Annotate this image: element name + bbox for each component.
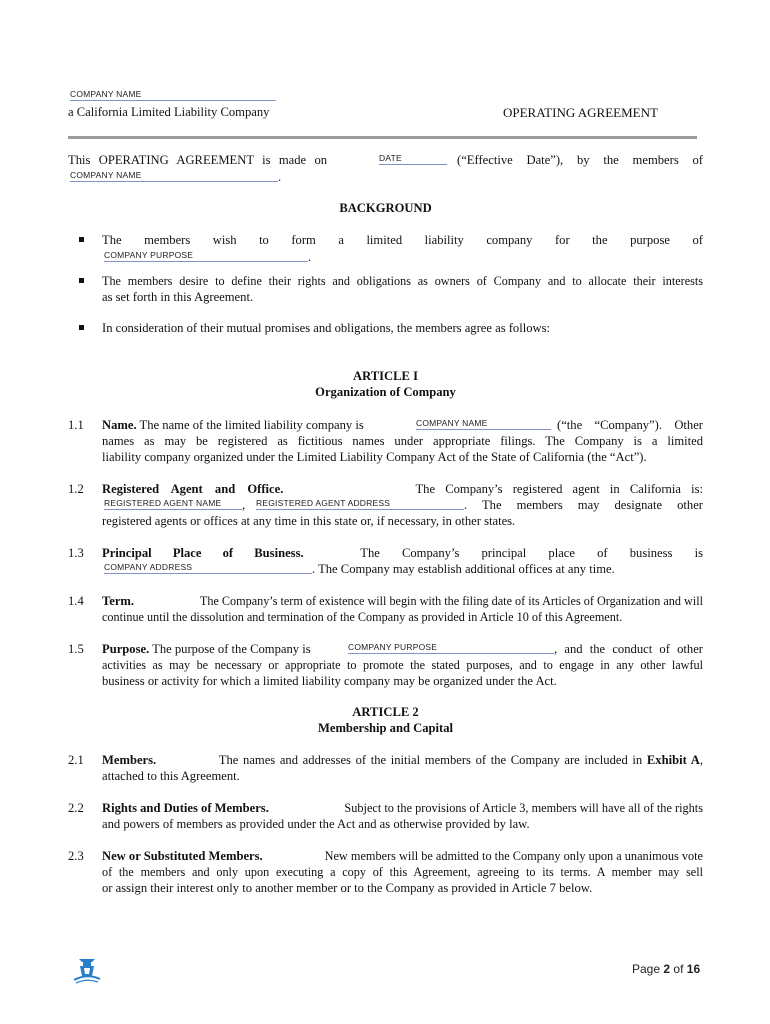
registered-agent-name-field[interactable]: REGISTERED AGENT NAME bbox=[104, 498, 242, 510]
section-1-5-line-1 bbox=[102, 641, 311, 657]
ship-logo-icon bbox=[70, 952, 104, 986]
word: liability bbox=[424, 233, 464, 247]
word: of bbox=[692, 233, 703, 247]
section-text-main: The names and addresses of the initial members of the Company are included in bbox=[218, 753, 643, 767]
section-1-3-line-1 bbox=[102, 545, 703, 561]
section-1-1-line-3: liability company organized under the Limited Liability Company Act of the State of California (the “Act”). bbox=[102, 450, 647, 464]
section-1-5-purpose-field[interactable]: COMPANY PURPOSE bbox=[348, 642, 554, 654]
registered-agent-address-field[interactable]: REGISTERED AGENT ADDRESS bbox=[256, 498, 464, 510]
word: company bbox=[486, 233, 533, 247]
section-label: Registered Agent and Office. bbox=[102, 482, 284, 496]
section-2-3-line-2: of the members and only upon executing a copy of this Agreement, agreeing to its terms. A member may sell bbox=[102, 865, 703, 879]
background-bullet-1-end: . bbox=[308, 250, 312, 264]
section-text: New members will be admitted to the Company only upon a unanimous vote bbox=[324, 849, 703, 863]
section-label: Purpose. bbox=[102, 642, 150, 656]
page-number bbox=[632, 962, 700, 976]
header-rule bbox=[68, 136, 697, 139]
background-purpose-field[interactable]: COMPANY PURPOSE bbox=[104, 250, 308, 262]
bullet-icon bbox=[79, 278, 84, 283]
intro-end: . bbox=[278, 170, 282, 184]
intro-tail: (“Effective Date”), by the members of bbox=[457, 153, 703, 167]
section-2-3-line-3: or assign their interest only to another member or to the Company as provided in Article 7 below. bbox=[102, 881, 593, 895]
word: limited bbox=[366, 233, 403, 247]
section-number: 1.5 bbox=[68, 642, 84, 656]
section-number: 1.4 bbox=[68, 594, 84, 608]
article-2-title: ARTICLE 2 bbox=[352, 705, 419, 719]
section-text: The name of the limited liability company is bbox=[139, 418, 364, 432]
section-number: 1.2 bbox=[68, 482, 84, 496]
section-1-1-line-2: names as may be registered as fictitious names under appropriate filings. The Company is a limited bbox=[102, 434, 703, 448]
section-text: The Company’s registered agent in California is: bbox=[415, 482, 703, 496]
word: for bbox=[554, 233, 570, 247]
intro-lead: This OPERATING AGREEMENT is made on bbox=[68, 153, 328, 167]
article-1-title: ARTICLE I bbox=[353, 369, 418, 383]
section-1-2-line-3: registered agents or offices at any time in this state or, if necessary, in other states. bbox=[102, 514, 516, 528]
word: to bbox=[259, 233, 269, 247]
section-number: 2.3 bbox=[68, 849, 84, 863]
section-1-5-line-1-end: , and the conduct of other bbox=[554, 642, 703, 656]
entity-type: a California Limited Liability Company bbox=[68, 105, 270, 119]
section-1-1-line-1-end: (“the “Company”). Other bbox=[557, 418, 703, 432]
background-heading: BACKGROUND bbox=[339, 201, 432, 215]
section-text-punct: , bbox=[699, 753, 703, 767]
background-bullet-2-line-1: The members desire to define their rights and obligations as owners of Company and to allocate their interests bbox=[102, 274, 703, 288]
word: form bbox=[291, 233, 316, 247]
section-text: Subject to the provisions of Article 3, members will have all of the rights bbox=[344, 801, 703, 815]
word: a bbox=[338, 233, 344, 247]
word: members bbox=[144, 233, 191, 247]
section-2-1-line-2: attached to this Agreement. bbox=[102, 769, 240, 783]
background-bullet-3: In consideration of their mutual promises and obligations, the members agree as follows: bbox=[102, 321, 551, 335]
word: wish bbox=[212, 233, 237, 247]
word: purpose bbox=[630, 233, 670, 247]
background-bullet-1 bbox=[102, 232, 703, 248]
section-label: Name. bbox=[102, 418, 137, 432]
section-1-5-line-2: activities as may be necessary or appropriate to promote the stated purposes, and to engage in any other lawful bbox=[102, 658, 703, 672]
section-1-1-company-name-field[interactable]: COMPANY NAME bbox=[416, 418, 551, 430]
section-2-1-line-1 bbox=[102, 752, 703, 768]
section-number: 2.2 bbox=[68, 801, 84, 815]
article-1-subtitle: Organization of Company bbox=[315, 385, 456, 399]
company-address-field[interactable]: COMPANY ADDRESS bbox=[104, 562, 312, 574]
bullet-icon bbox=[79, 325, 84, 330]
section-2-2-line-2: and powers of members as provided under the Act and as otherwise provided by law. bbox=[102, 817, 530, 831]
section-1-3-line-2: . The Company may establish additional offices at any time. bbox=[312, 562, 615, 576]
section-1-1-line-1 bbox=[102, 417, 364, 433]
section-text: The Company’s principal place of business is bbox=[360, 546, 703, 560]
section-number: 1.1 bbox=[68, 418, 84, 432]
section-2-2-line-1 bbox=[102, 800, 703, 816]
section-1-2-line-1 bbox=[102, 481, 703, 497]
document-title: OPERATING AGREEMENT bbox=[503, 105, 658, 120]
section-label: Principal Place of Business. bbox=[102, 546, 304, 560]
word: The bbox=[102, 233, 122, 247]
section-number: 2.1 bbox=[68, 753, 84, 767]
section-1-2-line-2-end: . The members may designate other bbox=[464, 498, 703, 512]
section-number: 1.3 bbox=[68, 546, 84, 560]
intro-company-name-field[interactable]: COMPANY NAME bbox=[70, 170, 278, 182]
section-1-5-line-3: business or activity for which a limited liability company may be organized under the Act. bbox=[102, 674, 557, 688]
section-label: Term. bbox=[102, 594, 135, 608]
background-bullet-2-line-2: as set forth in this Agreement. bbox=[102, 290, 254, 304]
bullet-icon bbox=[79, 237, 84, 242]
section-text: The purpose of the Company is bbox=[152, 642, 311, 656]
article-2-subtitle: Membership and Capital bbox=[317, 721, 454, 735]
page-current: 2 bbox=[663, 962, 671, 976]
section-1-4-line-2: continue until the dissolution and termination of the Company as provided in Article 10 of this Agreement. bbox=[102, 610, 623, 624]
company-name-field[interactable]: COMPANY NAME bbox=[70, 89, 276, 101]
section-text: The Company’s term of existence will begin with the filing date of its Articles of Organization and will bbox=[199, 594, 703, 608]
section-label: Rights and Duties of Members. bbox=[102, 801, 269, 815]
section-text bbox=[219, 752, 703, 768]
section-1-4-line-1 bbox=[102, 593, 703, 609]
word: the bbox=[592, 233, 608, 247]
section-label: Members. bbox=[102, 753, 157, 767]
section-label: New or Substituted Members. bbox=[102, 849, 263, 863]
exhibit-reference: Exhibit A bbox=[646, 753, 700, 767]
page-total: 16 bbox=[686, 962, 701, 976]
page-prefix: Page bbox=[632, 962, 661, 976]
page-of: of bbox=[673, 962, 684, 976]
section-2-3-line-1 bbox=[102, 848, 703, 864]
section-1-2-comma: , bbox=[242, 498, 246, 512]
effective-date-field[interactable]: DATE bbox=[379, 153, 447, 165]
